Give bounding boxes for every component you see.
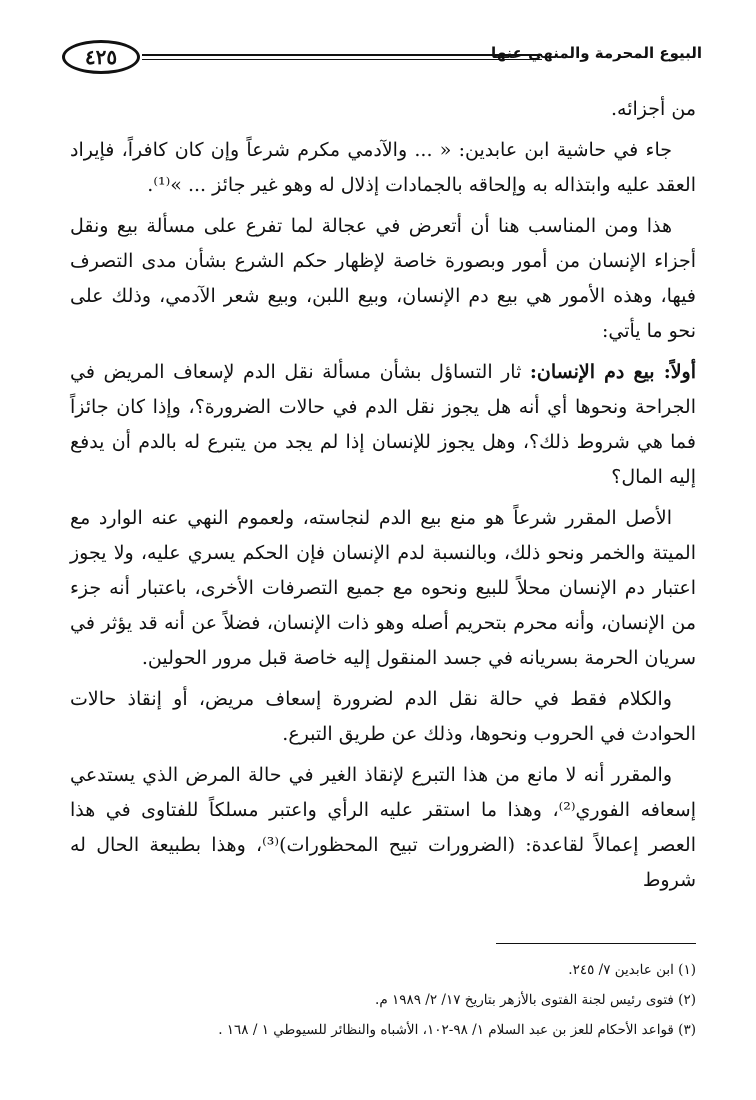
paragraph-1: من أجزائه.: [611, 98, 696, 120]
footnotes: [70, 955, 696, 1045]
section-heading-blood-sale: أولاً: بيع دم الإنسان:: [529, 361, 696, 383]
paragraph-4-text: ثار التساؤل بشأن مسألة نقل الدم لإسعاف المريض في الجراحة ونحوها أي أنه هل يجوز نقل الدم في حالات الضرورة؟، وإذا كان جائزاً فما هي شروط ذلك؟، وهل يجوز للإنسان إذا لم يجد من يتبرع له بالدم أن يدفع إليه المال؟: [70, 361, 696, 488]
paragraph-5: الأصل المقرر شرعاً هو منع بيع الدم لنجاسته، ولعموم النهي عنه الوارد مع الميتة والخمر ونحو ذلك، وبالنسبة لدم الإنسان فإن الحكم يسري عليه، ولا يجوز اعتبار دم الإنسان محلاً للبيع ونحوه مع جميع التصرفات الأخرى، باعتبار أنه جزء من الإنسان، وأنه محرم بتحريم أصله وهو ذات الإنسان، فضلاً عن أنه قد يؤثر في سريان الحرمة بسريانه في جسد المنقول إليه خاصة قبل مرور الحولين.: [70, 507, 696, 669]
footnote-3: (٣) قواعد الأحكام للعز بن عبد السلام ١/ ٩٨-١٠٢، الأشباه والنظائر للسيوطي ١ / ١٦٨ .: [218, 1022, 696, 1038]
paragraph-3: هذا ومن المناسب هنا أن أتعرض في عجالة لما تفرع على مسألة بيع ونقل أجزاء الإنسان من أمور وبصورة خاصة لإظهار حكم الشرع بشأن مدى التصرف فيها، وهذه الأمور هي بيع دم الإنسان، وبيع اللبن، وبيع شعر الآدمي، وذلك على نحو ما يأتي:: [70, 215, 696, 342]
main-text: [70, 92, 696, 904]
paragraph-4: [70, 355, 696, 495]
page-header: [62, 40, 702, 76]
paragraph-2: جاء في حاشية ابن عابدين: « ... والآدمي مكرم شرعاً وإن كان كافراً، فإيراد العقد عليه وابتذاله به وإلحاقه بالجمادات إذلال له وهو غير جائز ... »⁽¹⁾.: [70, 139, 696, 196]
page-number-badge: [62, 40, 140, 74]
page-number: ٤٢٥: [84, 45, 118, 69]
running-title: البيوع المحرمة والمنهي عنها: [491, 44, 702, 62]
paragraph-7: والمقرر أنه لا مانع من هذا التبرع لإنقاذ الغير في حالة المرض الذي يستدعي إسعافه الفوري⁽²⁾، وهذا ما استقر عليه الرأي واعتبر مسلكاً للفتاوى في هذا العصر إعمالاً لقاعدة: (الضرورات تبيح المحظورات)⁽³⁾، وهذا بطبيعة الحال له شروط: [70, 764, 696, 891]
header-rule: [142, 54, 542, 60]
paragraph-6: والكلام فقط في حالة نقل الدم لضرورة إسعاف مريض، أو إنقاذ حالات الحوادث في الحروب ونحوها، وذلك عن طريق التبرع.: [70, 688, 696, 745]
footnote-2: (٢) فتوى رئيس لجنة الفتوى بالأزهر بتاريخ ١٧/ ٢/ ١٩٨٩ م.: [375, 992, 696, 1008]
footnote-1: (١) ابن عابدين ٧/ ٢٤٥.: [568, 962, 696, 978]
footnotes-divider: [496, 943, 696, 944]
